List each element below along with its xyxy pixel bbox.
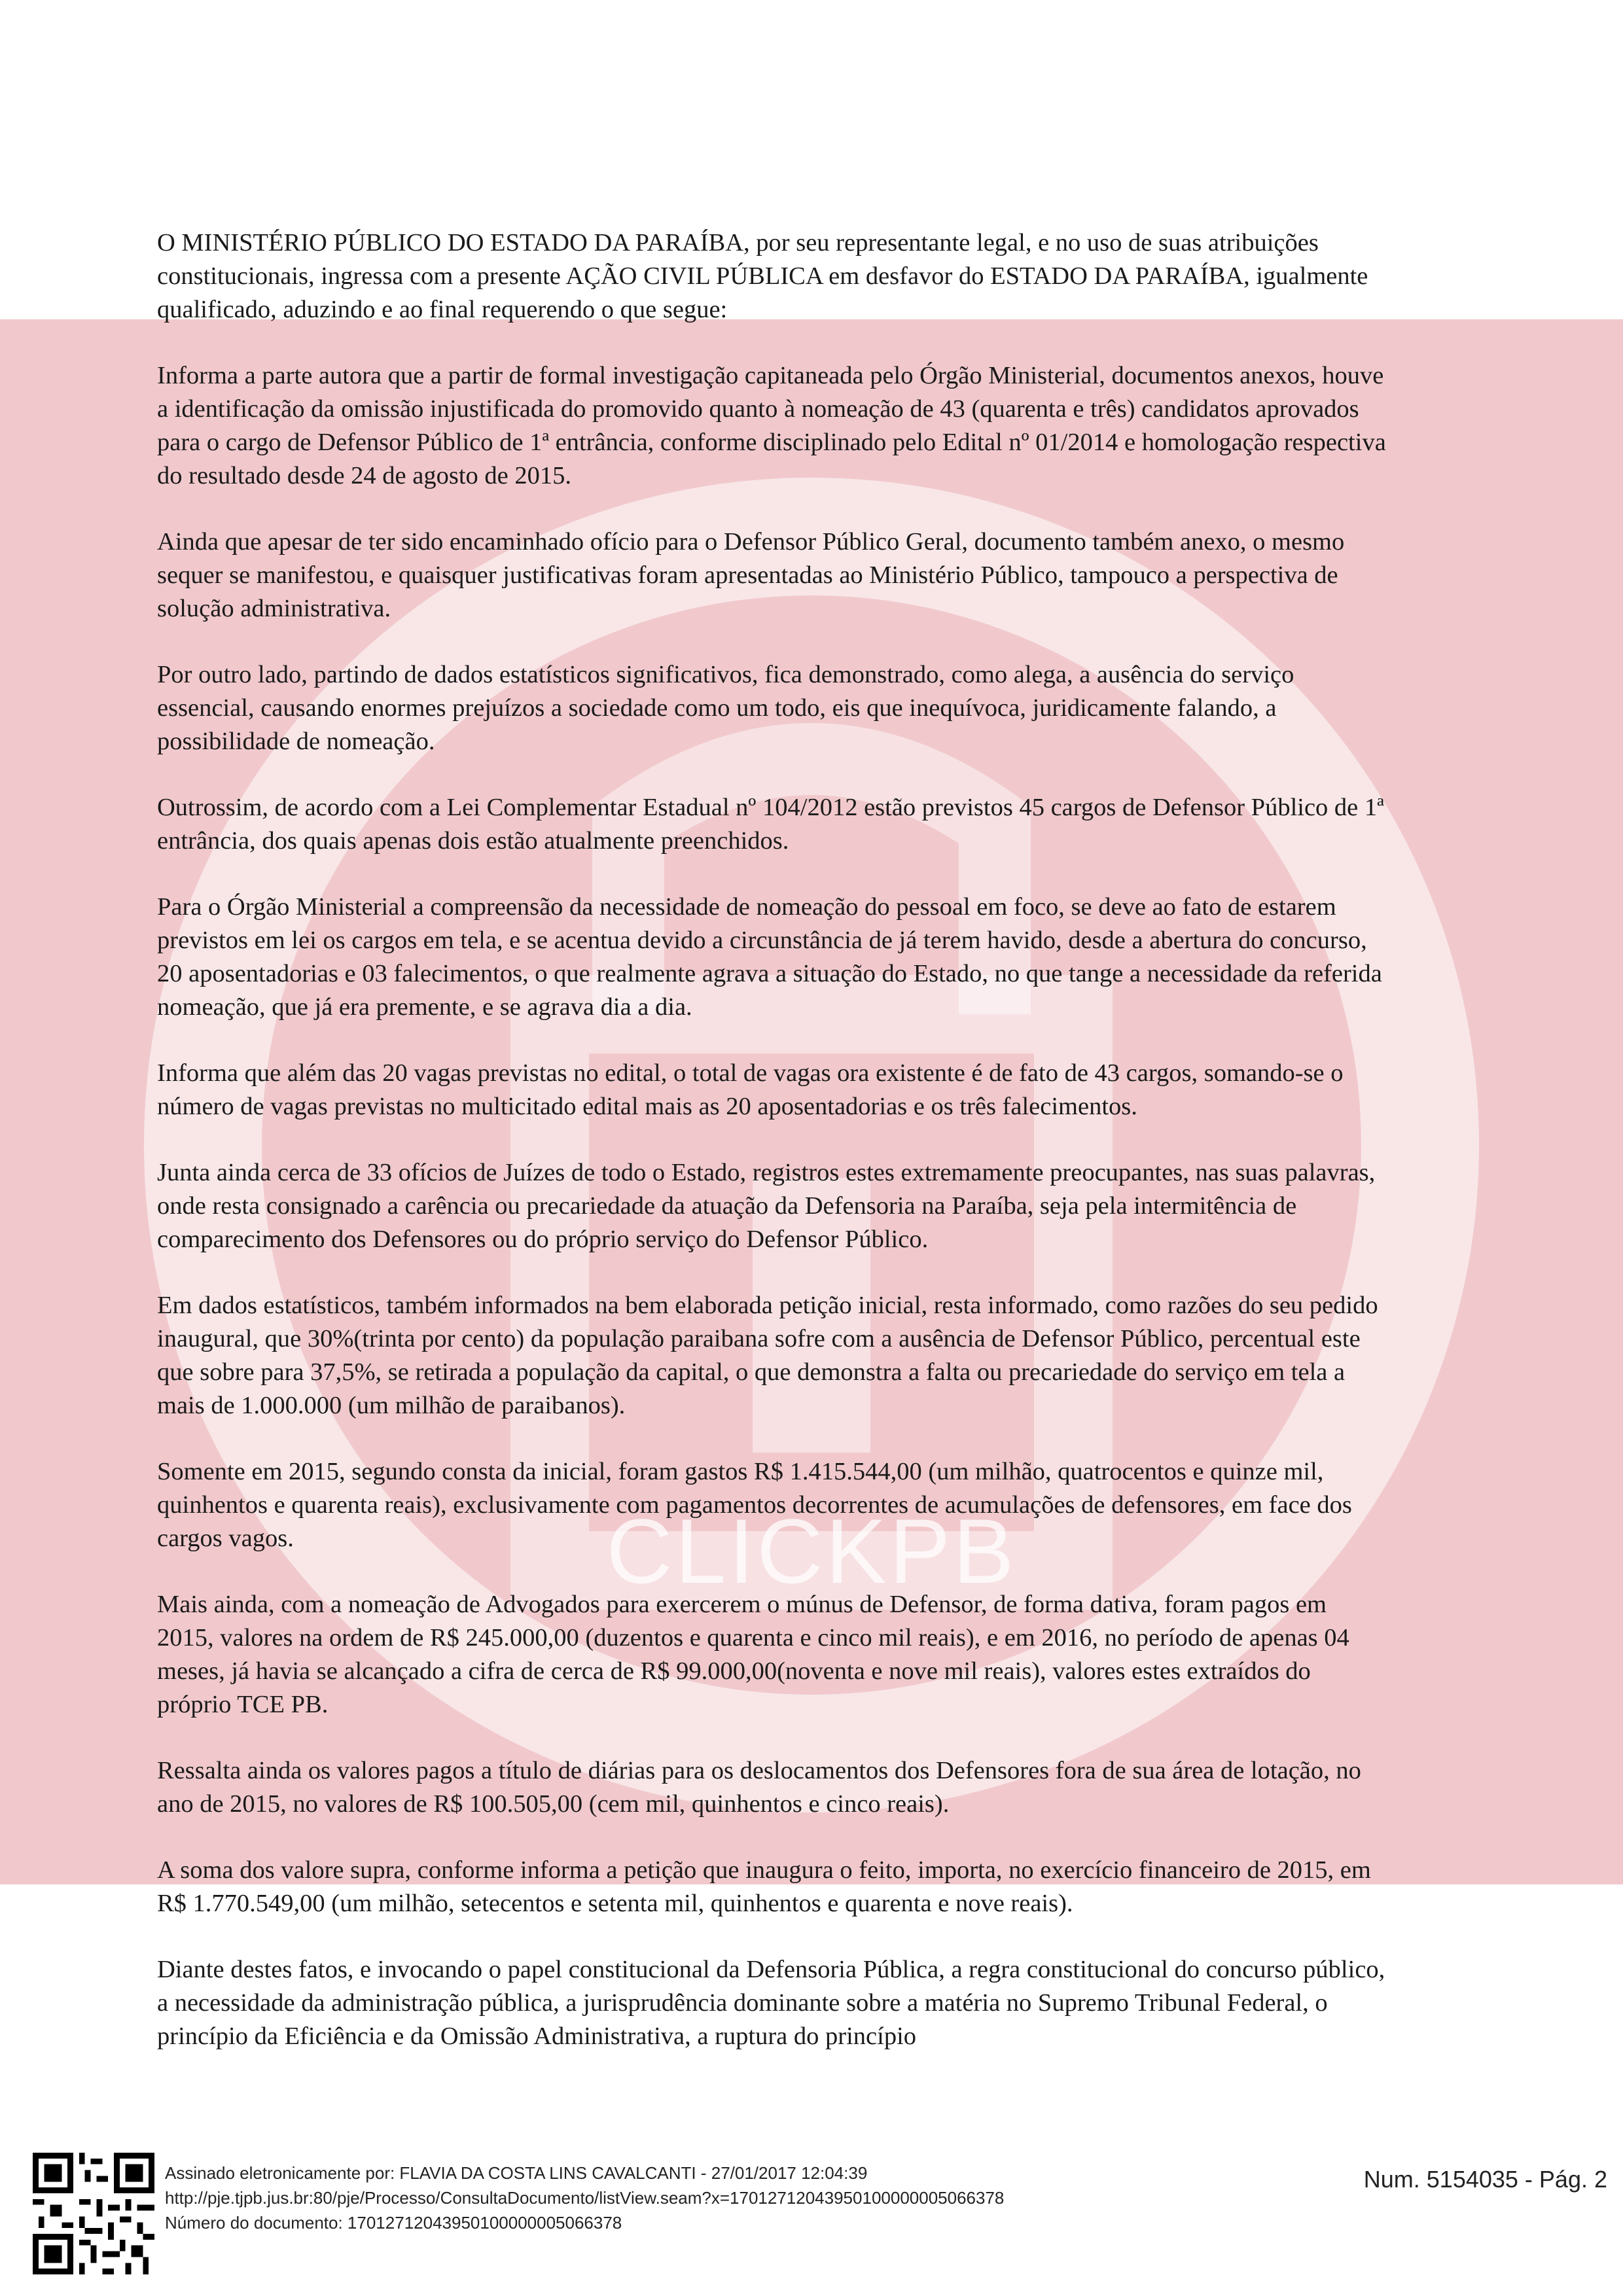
paragraph: Informa a parte autora que a partir de formal investigação capitaneada pelo Órgão Ministerial, documentos anexos, houve a identificação da omissão injustificada do promovido quanto à nomeação de 43 (quarenta e três) candidatos aprovados para o cargo de Defensor Público de 1ª entrância, conforme disciplinado pelo Edital nº 01/2014 e homologação respectiva do resultado desde 24 de agosto de 2015. bbox=[157, 362, 1386, 489]
watermark-text: CLICKPB bbox=[606, 1500, 1017, 1602]
paragraph: Ressalta ainda os valores pagos a título de diárias para os deslocamentos dos Defensores fora de sua área de lotação, no ano de 2015, no valores de R$ 100.505,00 (cem mil, quinhentos e cinco reais). bbox=[157, 1757, 1361, 1818]
paragraph: Em dados estatísticos, também informados na bem elaborada petição inicial, resta informado, como razões do seu pedido inaugural, que 30%(trinta por cento) da população paraibana sofre com a ausência de Defensor Público, percentual este que sobre para 37,5%, se retirada a população da capital, o que demonstra a falta ou precariedade do serviço em tela a mais de 1.000.000 (um milhão de paraibanos). bbox=[157, 1292, 1378, 1419]
paragraph: Diante destes fatos, e invocando o papel constitucional da Defensoria Pública, a regra constitucional do concurso público, a necessidade da administração pública, a jurisprudência dominante sobre a matéria no Supremo Tribunal Federal, o princípio da Eficiência e da Omissão Administrativa, a ruptura do princípio bbox=[157, 1956, 1385, 2050]
paragraph: Por outro lado, partindo de dados estatísticos significativos, fica demonstrado, como alega, a ausência do serviço essencial, causando enormes prejuízos a sociedade como um todo, eis que inequívoca, juridicamente falando, a possibilidade de nomeação. bbox=[157, 661, 1294, 755]
paragraph: Ainda que apesar de ter sido encaminhado ofício para o Defensor Público Geral, documento também anexo, o mesmo sequer se manifestou, e quaisquer justificativas foram apresentadas ao Ministério Público, tampouco a perspectiva de solução administrativa. bbox=[157, 528, 1345, 622]
document-body bbox=[157, 226, 1387, 2086]
document-number-text: Número do documento: 17012712043950100000005066378 bbox=[165, 2213, 622, 2233]
paragraph: Junta ainda cerca de 33 ofícios de Juízes de todo o Estado, registros estes extremamente preocupantes, nas suas palavras, onde resta consignado a carência ou precariedade da atuação da Defensoria na Paraíba, seja pela intermitência de comparecimento dos Defensores ou do próprio serviço do Defensor Público. bbox=[157, 1159, 1376, 1253]
paragraph: Somente em 2015, segundo consta da inicial, foram gastos R$ 1.415.544,00 (um milhão, quatrocentos e quinze mil, quinhentos e quarenta reais), exclusivamente com pagamentos decorrentes de acumulações de defensores, em face dos cargos vagos. bbox=[157, 1458, 1352, 1552]
paragraph: Informa que além das 20 vagas previstas no edital, o total de vagas ora existente é de fato de 43 cargos, somando-se o número de vagas previstas no multicitado edital mais as 20 aposentadorias e os três falecimentos. bbox=[157, 1059, 1344, 1120]
signed-by-text: Assinado eletronicamente por: FLAVIA DA COSTA LINS CAVALCANTI - 27/01/2017 12:04:39 bbox=[165, 2163, 868, 2183]
paragraph: Para o Órgão Ministerial a compreensão da necessidade de nomeação do pessoal em foco, se deve ao fato de estarem previstos em lei os cargos em tela, e se acentua devido a circunstância de já terem havido, desde a abertura do concurso, 20 aposentadorias e 03 falecimentos, o que realmente agrava a situação do Estado, no que tange a necessidade da referida nomeação, que já era premente, e se agrava dia a dia. bbox=[157, 893, 1382, 1021]
signature-block bbox=[165, 2161, 1004, 2235]
paragraph: O MINISTÉRIO PÚBLICO DO ESTADO DA PARAÍBA, por seu representante legal, e no uso de suas atribuições constitucionais, ingressa com a presente AÇÃO CIVIL PÚBLICA em desfavor do ESTADO DA PARAÍBA, igualmente qualificado, aduzindo e ao final requerendo o que segue: bbox=[157, 229, 1368, 323]
document-url-link[interactable]: http://pje.tjpb.jus.br:80/pje/Processo/ConsultaDocumento/listView.seam?x=17012712043950100000005066378 bbox=[165, 2188, 1005, 2208]
page-number: Num. 5154035 - Pág. 2 bbox=[1363, 2166, 1607, 2193]
paragraph: Mais ainda, com a nomeação de Advogados para exercerem o múnus de Defensor, de forma dativa, foram pagos em 2015, valores na ordem de R$ 245.000,00 (duzentos e quarenta e cinco mil reais), e em 2016, no período de apenas 04 meses, já havia se alcançado a cifra de cerca de R$ 99.000,00(noventa e nove mil reais), valores estes extraídos do próprio TCE PB. bbox=[157, 1591, 1349, 1718]
paragraph: A soma dos valore supra, conforme informa a petição que inaugura o feito, importa, no exercício financeiro de 2015, em R$ 1.770.549,00 (um milhão, setecentos e setenta mil, quinhentos e quarenta e nove reais). bbox=[157, 1856, 1371, 1917]
qr-code-icon bbox=[33, 2153, 154, 2274]
paragraph: Outrossim, de acordo com a Lei Complementar Estadual nº 104/2012 estão previstos 45 cargos de Defensor Público de 1ª entrância, dos quais apenas dois estão atualmente preenchidos. bbox=[157, 794, 1384, 855]
